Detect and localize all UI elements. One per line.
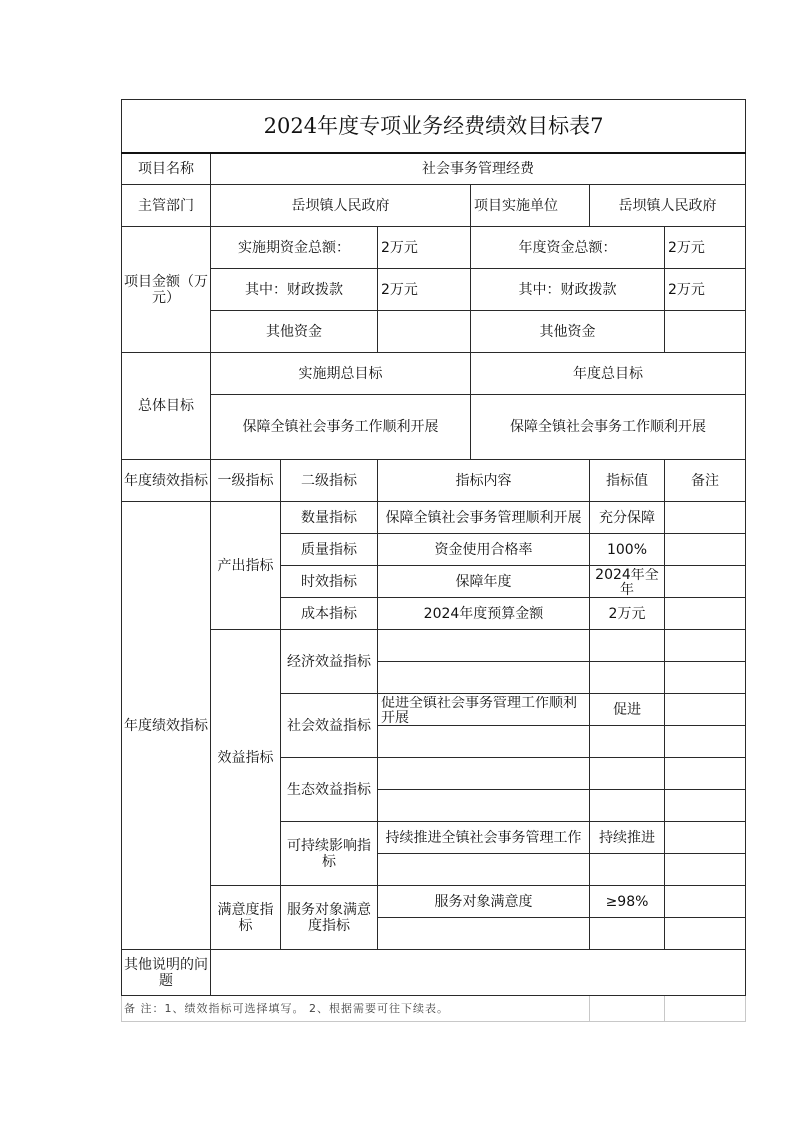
satisfaction-remark xyxy=(665,886,746,918)
social-remark xyxy=(665,726,746,758)
funds-fiscal-label: 其中：财政拨款 xyxy=(211,269,378,311)
output-value: 2万元 xyxy=(590,598,665,630)
economic-content xyxy=(378,662,590,694)
economic-content xyxy=(378,630,590,662)
sustainable-remark xyxy=(665,854,746,886)
social-value xyxy=(590,726,665,758)
indicator-group-label: 年度绩效指标 xyxy=(122,502,211,950)
annual-goal-value: 保障全镇社会事务工作顺利开展 xyxy=(471,395,746,460)
satisfaction-remark xyxy=(665,918,746,950)
other-notes-value xyxy=(211,950,746,996)
footnote: 备 注：1、绩效指标可选择填写。 2、根据需要可往下续表。 xyxy=(122,996,590,1022)
ecological-remark xyxy=(665,790,746,822)
funds-annual-fiscal-value: 2万元 xyxy=(665,269,746,311)
indicator-header-level2: 二级指标 xyxy=(281,460,378,502)
impl-unit-value: 岳坝镇人民政府 xyxy=(590,185,746,227)
sustainable-level2: 可持续影响指标 xyxy=(281,822,378,886)
social-content: 促进全镇社会事务管理工作顺利开展 xyxy=(381,695,577,724)
funds-total-value: 2万元 xyxy=(378,227,471,269)
output-remark xyxy=(665,502,746,534)
output-content: 保障全镇社会事务管理顺利开展 xyxy=(378,502,590,534)
funds-annual-fiscal-label: 其中：财政拨款 xyxy=(471,269,665,311)
sustainable-content-blank xyxy=(378,854,590,886)
indicator-header-value: 指标值 xyxy=(590,460,665,502)
output-value: 2024年全年 xyxy=(595,567,659,596)
impl-unit-label: 项目实施单位 xyxy=(471,185,590,227)
project-name-label: 项目名称 xyxy=(122,153,211,185)
indicator-header-group: 年度绩效指标 xyxy=(122,460,211,502)
funds-total-label: 实施期资金总额： xyxy=(211,227,378,269)
output-value: 100% xyxy=(590,534,665,566)
footnote-blank xyxy=(665,996,746,1022)
period-goal-header: 实施期总目标 xyxy=(211,353,471,395)
department-value: 岳坝镇人民政府 xyxy=(211,185,471,227)
output-value-cell xyxy=(590,566,665,598)
project-name-value: 社会事务管理经费 xyxy=(211,153,746,185)
output-value: 充分保障 xyxy=(590,502,665,534)
economic-remark xyxy=(665,662,746,694)
satisfaction-value xyxy=(590,918,665,950)
social-level2: 社会效益指标 xyxy=(281,694,378,758)
ecological-content xyxy=(378,790,590,822)
satisfaction-indicator-label: 满意度指标 xyxy=(211,886,281,950)
output-content: 保障年度 xyxy=(378,566,590,598)
output-remark xyxy=(665,566,746,598)
satisfaction-level2: 服务对象满意度指标 xyxy=(281,886,378,950)
economic-level2: 经济效益指标 xyxy=(281,630,378,694)
sustainable-value: 持续推进 xyxy=(590,822,665,854)
output-level2: 质量指标 xyxy=(281,534,378,566)
social-content xyxy=(378,726,590,758)
indicator-header-level1: 一级指标 xyxy=(211,460,281,502)
benefit-indicator-label: 效益指标 xyxy=(211,630,281,886)
overall-goal-label: 总体目标 xyxy=(122,353,211,460)
ecological-content xyxy=(378,758,590,790)
funds-annual-label: 年度资金总额： xyxy=(471,227,665,269)
sustainable-remark xyxy=(665,822,746,854)
ecological-value xyxy=(590,758,665,790)
funds-other-label: 其他资金 xyxy=(211,311,378,353)
output-content: 资金使用合格率 xyxy=(378,534,590,566)
other-notes-label: 其他说明的问题 xyxy=(122,950,211,996)
footnote-blank xyxy=(590,996,665,1022)
social-content-cell xyxy=(378,694,590,726)
ecological-value xyxy=(590,790,665,822)
sustainable-content: 持续推进全镇社会事务管理工作 xyxy=(378,822,590,854)
page-title: 2024年度专项业务经费绩效目标表7 xyxy=(122,100,746,153)
ecological-remark xyxy=(665,758,746,790)
social-value: 促进 xyxy=(590,694,665,726)
social-remark xyxy=(665,694,746,726)
satisfaction-content: 服务对象满意度 xyxy=(378,886,590,918)
satisfaction-value: ≥98% xyxy=(590,886,665,918)
funds-label: 项目金额（万元） xyxy=(122,227,211,353)
output-indicator-label: 产出指标 xyxy=(211,502,281,630)
output-level2: 时效指标 xyxy=(281,566,378,598)
department-label: 主管部门 xyxy=(122,185,211,227)
indicator-header-remark: 备注 xyxy=(665,460,746,502)
funds-fiscal-value: 2万元 xyxy=(378,269,471,311)
indicator-header-content: 指标内容 xyxy=(378,460,590,502)
economic-value xyxy=(590,630,665,662)
ecological-level2: 生态效益指标 xyxy=(281,758,378,822)
funds-annual-other-value xyxy=(665,311,746,353)
output-remark xyxy=(665,598,746,630)
economic-remark xyxy=(665,630,746,662)
funds-other-value xyxy=(378,311,471,353)
performance-target-table xyxy=(121,99,746,1022)
annual-goal-header: 年度总目标 xyxy=(471,353,746,395)
satisfaction-content xyxy=(378,918,590,950)
output-level2: 成本指标 xyxy=(281,598,378,630)
period-goal-value: 保障全镇社会事务工作顺利开展 xyxy=(211,395,471,460)
output-level2: 数量指标 xyxy=(281,502,378,534)
output-remark xyxy=(665,534,746,566)
output-content: 2024年度预算金额 xyxy=(378,598,590,630)
funds-annual-other-label: 其他资金 xyxy=(471,311,665,353)
sustainable-value-blank xyxy=(590,854,665,886)
funds-annual-value: 2万元 xyxy=(665,227,746,269)
economic-value xyxy=(590,662,665,694)
